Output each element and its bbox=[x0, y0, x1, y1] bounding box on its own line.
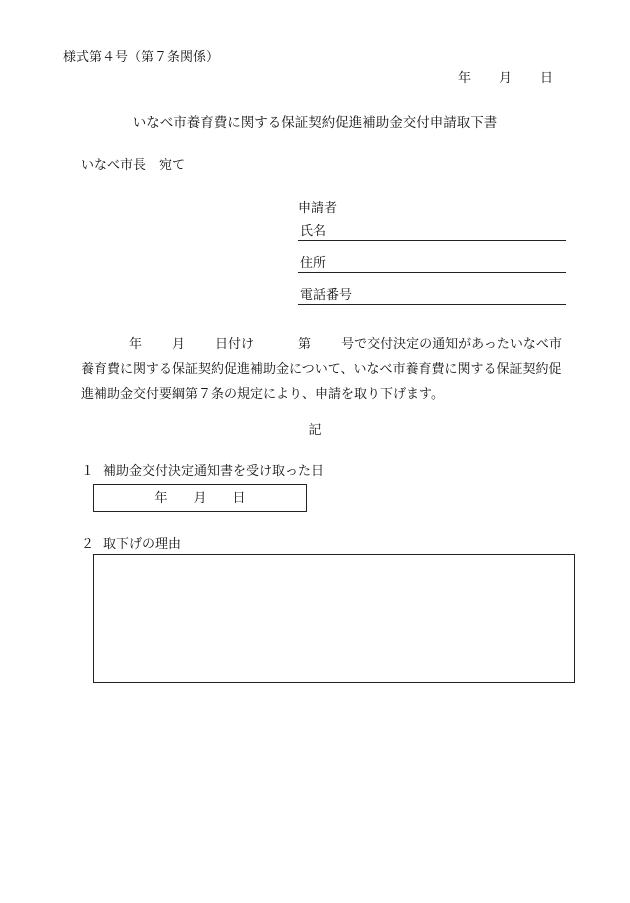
form-number: 様式第４号（第７条関係） bbox=[63, 50, 220, 65]
item-1-number: １ bbox=[81, 464, 95, 479]
withdrawal-reason-box[interactable] bbox=[93, 554, 575, 683]
body-paragraph bbox=[81, 332, 577, 407]
document-title: いなべ市養育費に関する保証契約促進補助金交付申請取下書 bbox=[132, 115, 498, 131]
body-line-3: 進補助金交付要綱第７条の規定により、申請を取り下げます。 bbox=[81, 387, 444, 402]
applicant-address-field[interactable] bbox=[298, 254, 566, 273]
ki-heading: 記 bbox=[308, 423, 322, 438]
applicant-name-label: 氏名 bbox=[300, 224, 327, 239]
item-2-label: 取下げの理由 bbox=[103, 537, 182, 552]
addressee: いなべ市長 宛て bbox=[81, 158, 186, 173]
date-year-label: 年 bbox=[458, 71, 472, 86]
notice-received-date bbox=[94, 492, 306, 505]
body-line-1 bbox=[81, 332, 577, 357]
applicant-phone-label: 電話番号 bbox=[300, 288, 353, 303]
body-line-1-rest: 号で交付決定の通知があったいなべ市 bbox=[341, 337, 562, 352]
date-month-label: 月 bbox=[499, 71, 513, 86]
notice-received-date-box[interactable] bbox=[93, 484, 307, 512]
submission-date bbox=[458, 72, 553, 85]
body-day-label: 日付け bbox=[215, 337, 255, 352]
body-line-2: 養育費に関する保証契約促進補助金について、いなべ市養育費に関する保証契約促 bbox=[81, 362, 562, 377]
item-2-heading bbox=[81, 538, 181, 551]
item-1-day-label: 日 bbox=[232, 491, 246, 506]
body-month-label: 月 bbox=[172, 337, 186, 352]
item-2-number: ２ bbox=[81, 537, 95, 552]
applicant-address-label: 住所 bbox=[300, 256, 327, 271]
applicant-heading: 申請者 bbox=[298, 201, 338, 216]
applicant-name-field[interactable] bbox=[298, 222, 566, 241]
item-1-heading bbox=[81, 465, 324, 478]
item-1-label: 補助金交付決定通知書を受け取った日 bbox=[103, 464, 325, 479]
body-year-label: 年 bbox=[129, 337, 143, 352]
body-number-prefix: 第 bbox=[298, 337, 312, 352]
applicant-phone-field[interactable] bbox=[298, 286, 566, 305]
date-day-label: 日 bbox=[540, 71, 554, 86]
item-1-year-label: 年 bbox=[154, 491, 168, 506]
item-1-month-label: 月 bbox=[193, 491, 207, 506]
